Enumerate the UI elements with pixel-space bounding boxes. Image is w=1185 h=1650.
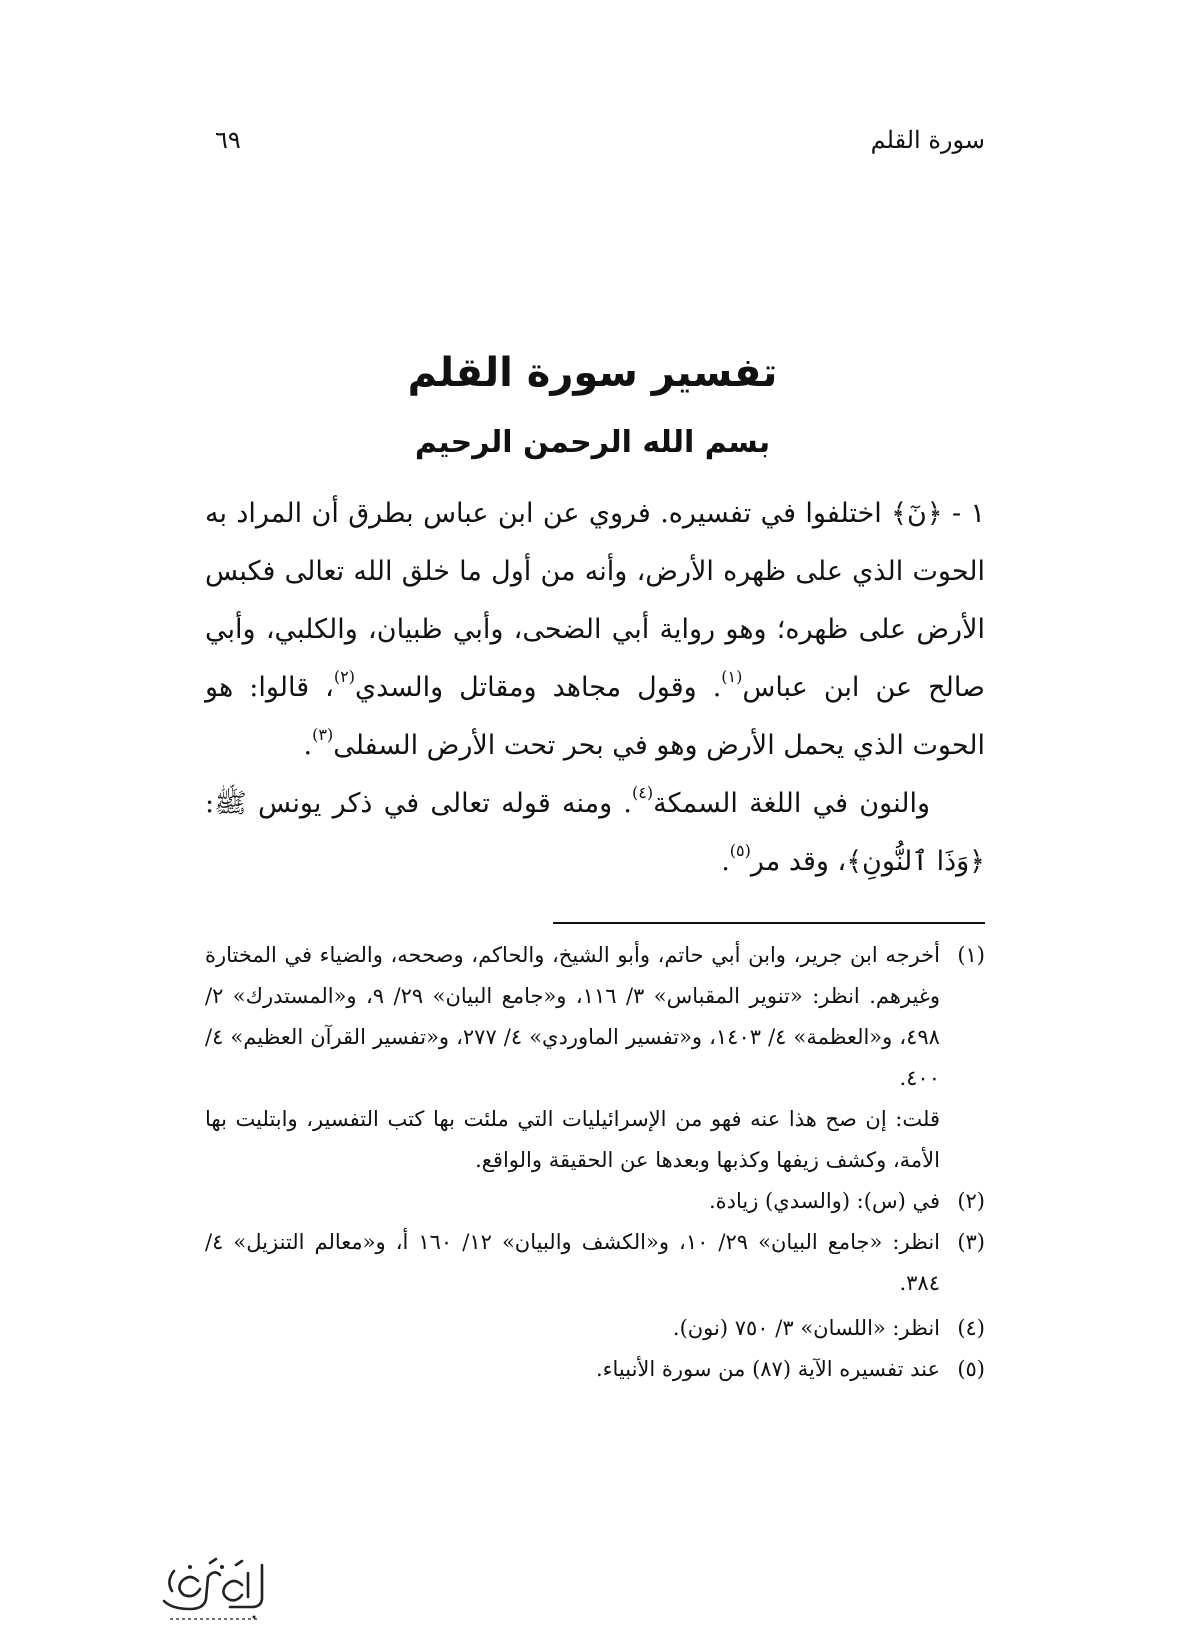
footnote-number: (٥) <box>957 1357 985 1381</box>
paragraph-1-text-4: . <box>303 730 313 761</box>
footnote-1 <box>205 935 985 1181</box>
footnote-ref-2: (٢) <box>333 667 355 686</box>
running-title: سورة القلم <box>870 126 985 154</box>
basmala: بسم الله الرحمن الرحيم <box>414 425 771 460</box>
footnote-text: عند تفسيره الآية (٨٧) من سورة الأنبياء. <box>595 1357 940 1381</box>
footnote-text: في (س): (والسدي) زيادة. <box>708 1189 940 1213</box>
footnote-5 <box>205 1349 985 1390</box>
footnote-ref-5: (٥) <box>729 841 751 860</box>
footnote-body <box>205 1181 940 1222</box>
footnote-number: (٤) <box>957 1316 985 1340</box>
footnote-ref-4: (٤) <box>632 783 654 802</box>
paragraph-1-text-1: ١ - ﴿نٓ﴾ اختلفوا في تفسيره. فروي عن ابن عباس بطرق أن المراد به الحوت الذي على ظهره الأرض، وأنه من أول ما خلق الله تعالى فكبس الأرض على ظهره؛ وهو رواية أبي الضحى، وأبي ظبيان، والكلبي، وأبي صالح عن ابن عباس <box>205 498 985 703</box>
paragraph-2-text-3: . <box>721 846 730 877</box>
calligraphy-strokes <box>164 1559 262 1609</box>
footnote-4 <box>205 1308 985 1349</box>
surah-title: تفسير سورة القلم <box>407 350 778 396</box>
footnote-text: انظر: «جامع البيان» ٢٩/ ١٠، و«الكشف والبيان» ١٢/ ١٦٠ أ، و«معالم التنزيل» ٤/ ٣٨٤. <box>205 1230 940 1295</box>
running-header <box>215 120 985 160</box>
paragraph-2 <box>205 775 985 891</box>
paragraph-2-text-1: والنون في اللغة السمكة <box>653 788 931 819</box>
footnote-body <box>205 1349 940 1390</box>
footnote-number: (١) <box>957 943 985 967</box>
footnote-text: أخرجه ابن جرير، وابن أبي حاتم، وأبو الشيخ، والحاكم، وصححه، والضياء في المختارة وغيرهم. انظر: «تنوير المقباس» ٣/ ١١٦، و«جامع البيان» ٢٩/ ٩، و«المستدرك» ٢/ ٤٩٨، و«العظمة» ٤/ ١٤٠٣، و«تفسير الماوردي» ٤/ ٢٧٧، و«تفسير القرآن العظيم» ٤/ ٤٠٠. <box>205 943 940 1090</box>
footnote-body <box>205 1222 940 1304</box>
paragraph-1 <box>205 485 985 775</box>
footnote-number: (٣) <box>957 1230 985 1254</box>
footnote-3 <box>205 1222 985 1304</box>
footnote-body <box>205 1308 940 1349</box>
footnote-2 <box>205 1181 985 1222</box>
footnote-number: (٢) <box>957 1189 985 1213</box>
footnote-ref-3: (٣) <box>312 725 334 744</box>
footnote-text: انظر: «اللسان» ٣/ ٧٥٠ (نون). <box>672 1316 940 1340</box>
page-number: ٦٩ <box>215 126 241 154</box>
footnote-body <box>205 935 940 1181</box>
footnote-text: قلت: إن صح هذا عنه فهو من الإسرائيليات التي ملئت بها كتب التفسير، وابتليت بها الأمة، وكشف زيفها وكذبها وبعدها عن الحقيقة والواقع. <box>205 1107 940 1172</box>
footnote-divider <box>553 922 985 924</box>
calligraphy-logo-icon <box>150 1555 270 1625</box>
paragraph-1-text-2: . وقول مجاهد ومقاتل والسدي <box>354 672 722 703</box>
footnotes <box>205 935 985 1390</box>
paragraph-1-text-3: ، قالوا: هو الحوت الذي يحمل الأرض وهو في بحر تحت الأرض السفلى <box>205 672 985 761</box>
footnote-ref-1: (١) <box>721 667 743 686</box>
main-text <box>205 485 985 891</box>
paragraph-2-text-2: . ومنه قوله تعالى في ذكر يونس ﷺ: ﴿وَذَا ٱلنُّونِ﴾، وقد مر <box>205 788 985 877</box>
